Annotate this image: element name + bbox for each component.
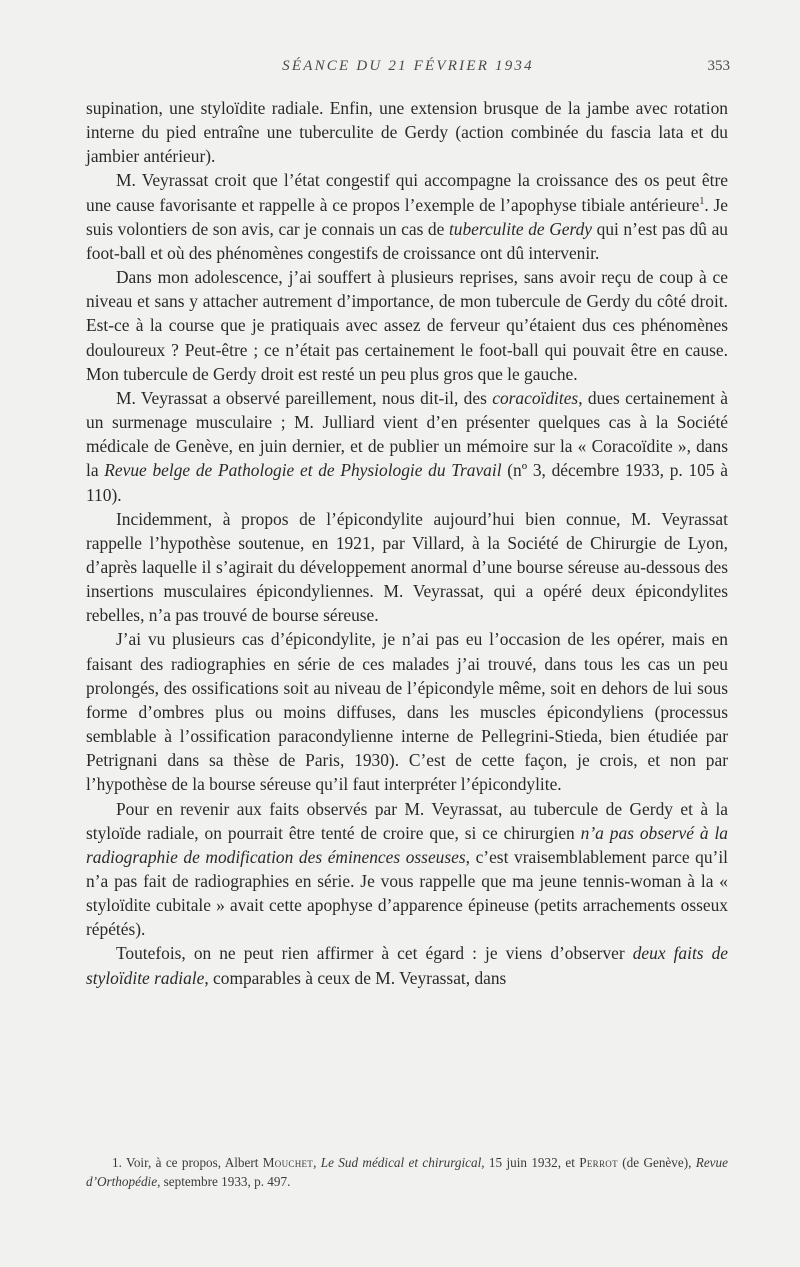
running-title: SÉANCE DU 21 FÉVRIER 1934 <box>282 58 534 74</box>
page-number: 353 <box>707 58 730 74</box>
author-name: Perrot <box>579 1155 618 1170</box>
italic-text: deux faits de styloïdite radiale <box>86 943 728 988</box>
text-run: M. Veyrassat a observé pareillement, nous dit-il, des <box>116 387 493 408</box>
body-text <box>86 96 728 990</box>
paragraph <box>86 96 728 168</box>
text-run: Pour en revenir aux faits observés par M. Veyrassat, au tubercule de Gerdy et à la styloïde radiale, on pourrait être tenté de croire que, si ce chirurgien <box>86 798 728 843</box>
text-run: Incidemment, à propos de l’épicondylite aujourd’hui bien connue, M. Veyrassat rappelle l’hypothèse soutenue, en 1921, par Villard, à la Société de Chirurgie de Lyon, d’après laquelle il s’agirait du développement anormal d’une bourse séreuse au-dessous des insertions musculaires épicondyliennes. M. Veyrassat, qui a opéré deux épicondylites rebelles, n’a pas trouvé de bourse séreuse. <box>86 508 728 626</box>
text-run: , <box>313 1155 321 1170</box>
text-run: M. Veyrassat croit que l’état congestif qui accompagne la croissance des os peut être une cause favorisante et rappelle à ce propos l’exemple de l’apophyse tibiale antérieure <box>86 170 728 215</box>
running-header <box>86 58 730 86</box>
italic-text: Le Sud médical et chirurgical <box>320 1155 482 1170</box>
text-run: , c’est vraisemblablement parce qu’il n’a pas fait de radiographies en série. Je vous rappelle que ma jeune tennis-woman à la « styloïdite cubitale » avait cette apophyse d’apparence épineuse (petits arrachements osseux répétés). <box>86 846 729 940</box>
italic-text: Revue belge de Pathologie et de Physiologie du Travail <box>104 460 502 481</box>
italic-text: Revue d’Orthopédie <box>86 1155 728 1189</box>
paragraph <box>86 941 728 989</box>
text-run: , dues certainement à un surmenage musculaire ; M. Julliard vient d’en présenter quelques cas à la Société médicale de Genève, en juin dernier, et de publier un mémoire sur la « Coracoïdite », dans la <box>86 387 728 481</box>
text-run: (de Genève), <box>617 1155 696 1170</box>
text-run: Toutefois, on ne peut rien affirmer à cet égard : je viens d’observer <box>116 943 633 964</box>
text-run: qui n’est pas dû au foot-ball et où des phénomènes congestifs de croissance ont dû intervenir. <box>86 218 728 263</box>
text-run: , comparables à ceux de M. Veyrassat, dans <box>204 967 507 988</box>
italic-text: coracoïdites <box>492 387 579 408</box>
text-run: supination, une styloïdite radiale. Enfin, une extension brusque de la jambe avec rotation interne du pied entraîne une tuberculite de Gerdy (action combinée du fascia lata et du jambier antérieur). <box>86 98 728 167</box>
text-run: , septembre 1933, p. 497. <box>157 1173 291 1189</box>
text-run: 1. Voir, à ce propos, Albert <box>112 1155 263 1170</box>
text-run: Dans mon adolescence, j’ai souffert à plusieurs reprises, sans avoir reçu de coup à ce niveau et sans y attacher autrement d’importance, de mon tubercule de Gerdy du côté droit. Est-ce à la course que je pratiquais avec assez de ferveur qu’étaient dus ces phénomènes douloureux ? Peut-être ; ce n’était pas certainement le foot-ball qui pouvait être en cause. Mon tubercule de Gerdy droit est resté un peu plus gros que le gauche. <box>86 267 728 384</box>
paragraph <box>86 386 728 507</box>
text-run: . Je suis volontiers de son avis, car je connais un cas de <box>86 194 728 239</box>
paragraph <box>86 507 728 628</box>
text-run: (nº 3, décembre 1933, p. 105 à 110). <box>86 460 728 505</box>
footnote-marker: 1 <box>699 195 705 207</box>
paragraph <box>86 265 728 386</box>
text-run: J’ai vu plusieurs cas d’épicondylite, je n’ai pas eu l’occasion de les opérer, mais en faisant des radiographies en série de ces malades j’ai trouvé, dans tous les cas un peu prolongés, des ossifications soit au niveau de l’épicondyle même, soit en dehors de lui sous forme d’ombres plus ou moins diffuses, dans les muscles épicondyliens (processus semblable à l’ossification paracondylienne interne de Pellegrini-Stieda, bien étudiée par Petrignani dans sa thèse de Paris, 1930). C’est de cette façon, je crois, et non par l’hypothèse de la bourse séreuse qu’il faut interpréter l’épicondylite. <box>86 629 728 795</box>
paragraph <box>86 797 728 942</box>
paragraph <box>86 168 728 265</box>
author-name: Mouchet <box>262 1155 314 1170</box>
paragraph <box>86 627 728 796</box>
footnote <box>86 1154 728 1191</box>
italic-text: tuberculite de Gerdy <box>448 218 593 239</box>
italic-text: n’a pas observé à la radiographie de modification des éminences osseuses <box>86 822 728 867</box>
text-run: , 15 juin 1932, et <box>481 1155 580 1170</box>
